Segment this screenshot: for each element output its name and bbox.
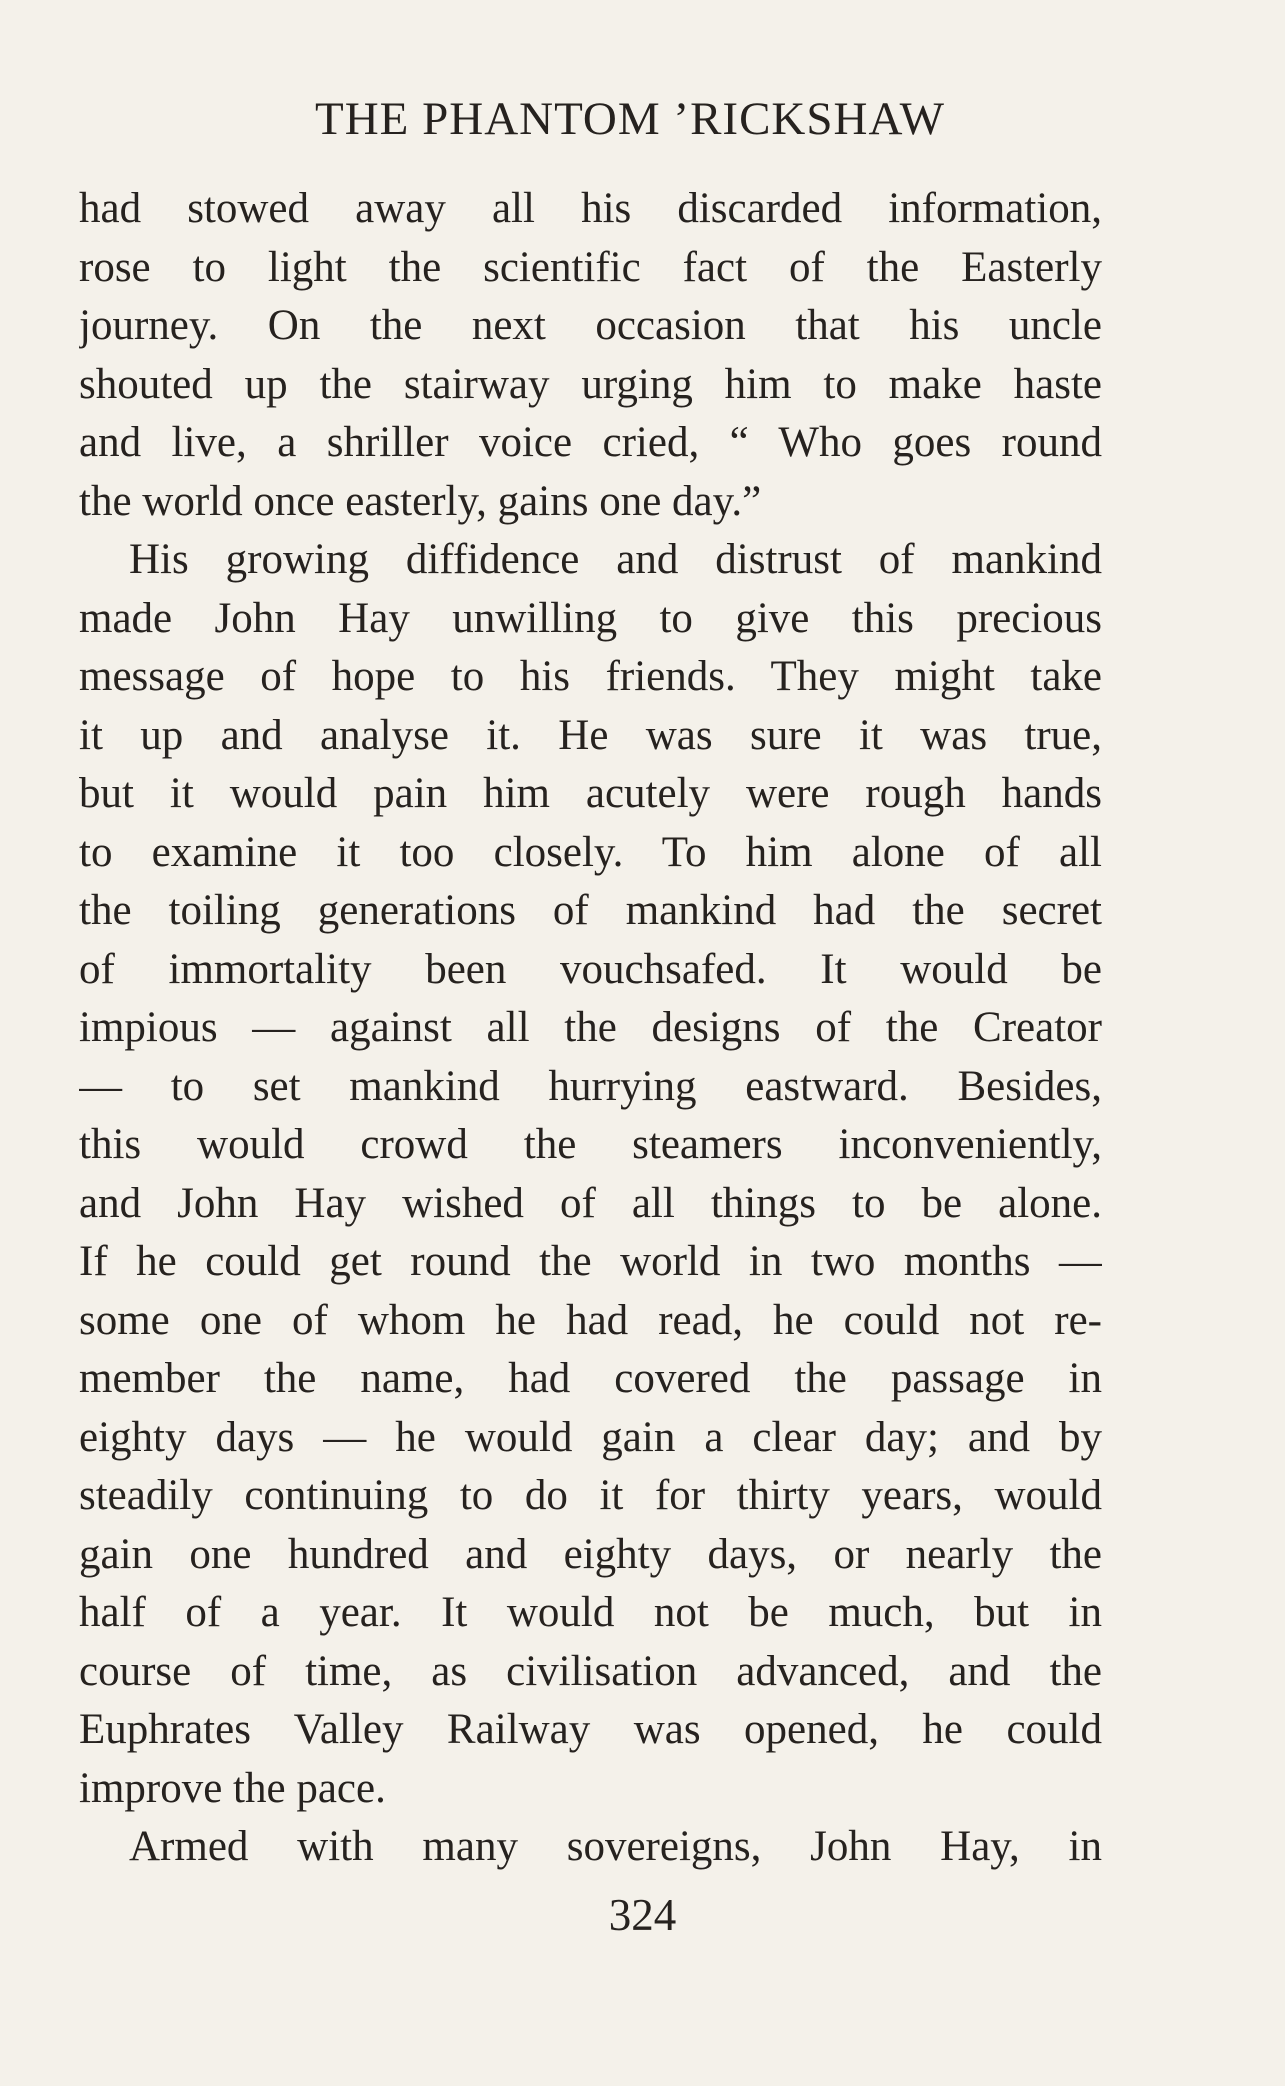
text-line: and John Hay wished of all things to be alone. — [79, 1179, 1102, 1227]
text-line: journey. On the next occasion that his uncle — [79, 302, 1102, 349]
page-number: 324 — [608, 1890, 677, 1940]
text-line: impious — against all the designs of the Creator — [79, 1004, 1102, 1051]
running-head: THE PHANTOM ’RICKSHAW — [315, 93, 945, 145]
text-line: gain one hundred and eighty days, or nearly the — [79, 1530, 1102, 1578]
text-line: member the name, had covered the passage in — [79, 1355, 1102, 1402]
text-line: shouted up the stairway urging him to make haste — [79, 360, 1102, 408]
text-line: If he could get round the world in two months — — [79, 1238, 1102, 1285]
text-line: this would crowd the steamers inconveniently, — [79, 1121, 1102, 1168]
text-line: made John Hay unwilling to give this precious — [79, 594, 1102, 642]
text-line: the toiling generations of mankind had the secret — [79, 887, 1102, 934]
text-line: improve the pace. — [79, 1764, 386, 1812]
text-line: and live, a shriller voice cried, “ Who goes round — [79, 419, 1102, 466]
text-line: steadily continuing to do it for thirty years, would — [79, 1472, 1102, 1519]
text-line: to examine it too closely. To him alone of all — [79, 828, 1102, 876]
body-text — [79, 180, 1102, 1877]
text-line: it up and analyse it. He was sure it was true, — [79, 711, 1102, 759]
text-line: eighty days — he would gain a clear day; and by — [79, 1413, 1102, 1461]
text-line: message of hope to his friends. They might take — [79, 653, 1102, 700]
text-line: the world once easterly, gains one day.” — [79, 477, 762, 525]
text-line: rose to light the scientific fact of the Easterly — [79, 243, 1102, 291]
text-line: Euphrates Valley Railway was opened, he could — [79, 1706, 1102, 1753]
text-line: of immortality been vouchsafed. It would be — [79, 945, 1102, 993]
text-line: — to set mankind hurrying eastward. Besides, — [79, 1062, 1102, 1110]
text-line: Armed with many sovereigns, John Hay, in — [129, 1823, 1102, 1870]
text-line: course of time, as civilisation advanced, and the — [79, 1647, 1102, 1695]
text-line: half of a year. It would not be much, but in — [79, 1589, 1102, 1636]
text-line: some one of whom he had read, he could not re- — [79, 1296, 1102, 1344]
text-line: had stowed away all his discarded information, — [79, 185, 1102, 232]
text-line: His growing diffidence and distrust of mankind — [129, 536, 1102, 583]
text-line: but it would pain him acutely were rough hands — [79, 770, 1102, 817]
